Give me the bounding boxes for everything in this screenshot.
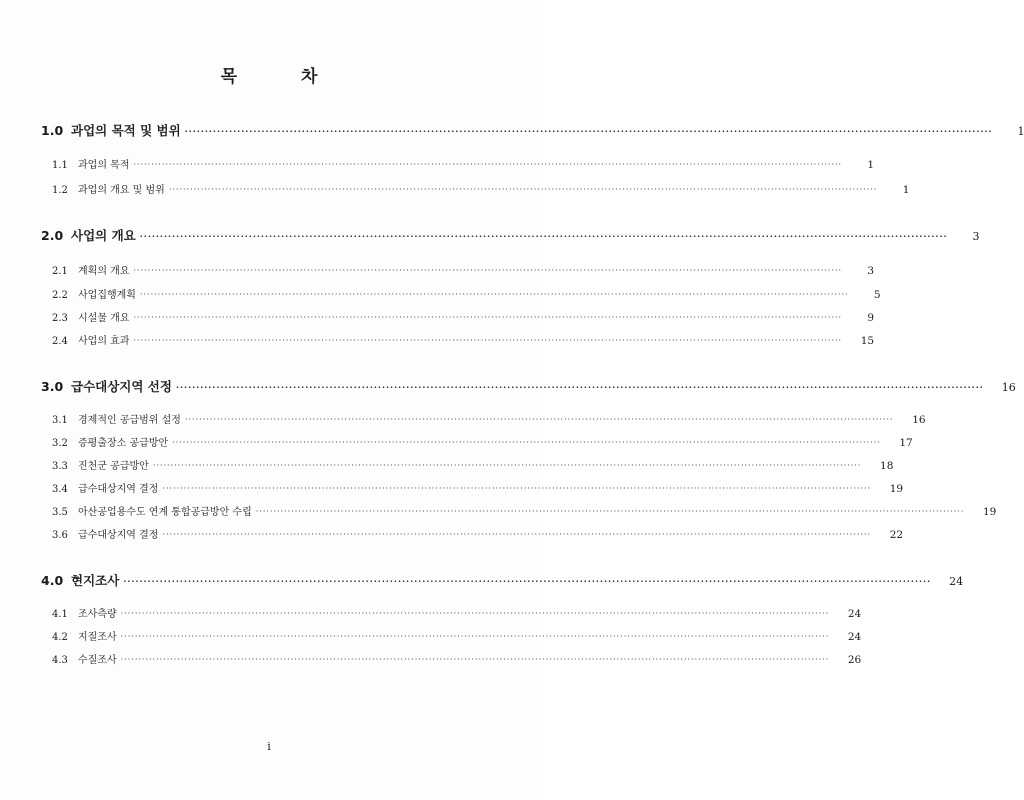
toc-leader-dots: ········································································································································································································	[184, 415, 894, 424]
toc-leader-dots: ········································································································································································································	[172, 438, 881, 447]
toc-entry-page-number: 24	[847, 608, 862, 620]
toc-entry-title: 현지조사	[71, 573, 120, 588]
toc-entry-title: 진천군 공급방안	[78, 461, 149, 472]
toc-entry-number: 2.4	[52, 336, 68, 347]
toc-subsection-entry	[0, 503, 997, 518]
toc-leader-dots: ········································································································································································································	[152, 461, 862, 470]
toc-entry-page-number: 24	[847, 631, 862, 643]
page-number-footer: i	[267, 740, 271, 753]
toc-leader-dots: ········································································································································································································	[139, 232, 948, 241]
toc-subsection-entry	[0, 457, 894, 472]
toc-entry-number: 3.6	[52, 530, 68, 541]
toc-entry-title: 수질조사	[78, 655, 117, 666]
toc-entry-title: 사업의 효과	[78, 336, 130, 347]
toc-entry-page-number: 9	[867, 312, 875, 324]
toc-leader-dots: ········································································································································································································	[120, 655, 830, 664]
toc-subsection-entry	[0, 309, 875, 324]
toc-leader-dots: ········································································································································································································	[175, 383, 984, 392]
toc-entry-title: 과업의 목적 및 범위	[71, 123, 181, 138]
toc-leader-dots: ········································································································································································································	[123, 577, 932, 586]
toc-entry-number: 3.5	[52, 507, 68, 518]
toc-section-entry	[0, 121, 1024, 139]
toc-entry-page-number: 3	[867, 265, 875, 277]
toc-leader-dots: ········································································································································································································	[120, 632, 830, 641]
toc-entry-title: 사업의 개요	[71, 228, 136, 243]
toc-entry-page-number: 18	[880, 460, 894, 472]
toc-entry-title: 사업집행계획	[78, 290, 136, 301]
toc-subsection-entry	[0, 628, 862, 643]
toc-entry-number: 2.3	[52, 313, 68, 324]
toc-entry-title: 급수대상지역 결정	[78, 530, 159, 541]
toc-subsection-entry	[0, 605, 862, 620]
toc-entry-page-number: 1	[867, 159, 875, 171]
toc-entry-title: 경제적인 공급범위 설정	[78, 415, 181, 426]
toc-entry-number: 1.2	[52, 185, 68, 196]
toc-entry-page-number: 24	[949, 575, 964, 588]
toc-entry-page-number: 1	[1017, 125, 1024, 138]
toc-entry-page-number: 1	[902, 184, 910, 196]
toc-subsection-entry	[0, 526, 904, 541]
toc-leader-dots: ········································································································································································································	[162, 484, 872, 493]
toc-entry-number: 4.2	[52, 632, 68, 643]
toc-entry-page-number: 3	[972, 230, 980, 243]
toc-subsection-entry	[0, 411, 926, 426]
toc-subsection-entry	[0, 480, 904, 495]
toc-leader-dots: ········································································································································································································	[162, 530, 872, 539]
toc-entry-title: 급수대상지역 선정	[71, 379, 172, 394]
toc-entry-number: 1.0	[41, 123, 64, 138]
toc-entry-title: 아산공업용수도 연계 통합공급방안 수립	[78, 507, 252, 518]
toc-entry-number: 3.0	[41, 379, 64, 394]
toc-entry-number: 3.4	[52, 484, 68, 495]
toc-entry-number: 2.2	[52, 290, 68, 301]
toc-section-entry	[0, 571, 964, 589]
toc-entry-number: 1.1	[52, 160, 68, 171]
toc-subsection-entry	[0, 181, 910, 196]
toc-leader-dots: ········································································································································································································	[133, 266, 843, 275]
toc-entry-title: 급수대상지역 결정	[78, 484, 159, 495]
toc-entry-title: 과업의 목적	[78, 160, 130, 171]
toc-entry-page-number: 16	[912, 414, 926, 426]
toc-entry-number: 4.0	[41, 573, 64, 588]
toc-entry-number: 3.2	[52, 438, 68, 449]
toc-leader-dots: ········································································································································································································	[168, 185, 878, 194]
toc-entry-page-number: 26	[847, 654, 862, 666]
toc-subsection-entry	[0, 286, 881, 301]
toc-entry-page-number: 15	[860, 335, 875, 347]
toc-leader-dots: ········································································································································································································	[255, 507, 965, 516]
toc-entry-page-number: 5	[873, 289, 881, 301]
toc-subsection-entry	[0, 332, 875, 347]
toc-subsection-entry	[0, 156, 875, 171]
toc-entry-title: 조사측량	[78, 609, 117, 620]
toc-entry-number: 4.3	[52, 655, 68, 666]
toc-entry-title: 시설물 개요	[78, 313, 130, 324]
toc-section-entry	[0, 377, 1016, 395]
toc-subsection-entry	[0, 651, 862, 666]
toc-entry-title: 증평출장소 공급방안	[78, 438, 169, 449]
toc-entry-page-number: 19	[889, 483, 904, 495]
toc-section-entry	[0, 226, 980, 244]
toc-entry-page-number: 19	[982, 506, 997, 518]
toc-entry-number: 3.3	[52, 461, 68, 472]
toc-subsection-entry	[0, 262, 875, 277]
title-char-2: 차	[301, 67, 318, 87]
toc-leader-dots: ········································································································································································································	[133, 160, 843, 169]
title-char-1: 목	[220, 67, 237, 87]
toc-leader-dots: ········································································································································································································	[139, 290, 849, 299]
toc-entry-title: 지질조사	[78, 632, 117, 643]
toc-leader-dots: ········································································································································································································	[133, 313, 843, 322]
toc-entry-page-number: 16	[1001, 381, 1016, 394]
toc-entry-number: 2.1	[52, 266, 68, 277]
toc-entry-number: 2.0	[41, 228, 64, 243]
toc-entry-title: 계획의 개요	[78, 266, 130, 277]
toc-leader-dots: ········································································································································································································	[184, 127, 993, 136]
toc-leader-dots: ········································································································································································································	[133, 336, 843, 345]
toc-entry-page-number: 17	[899, 437, 913, 449]
toc-entry-title: 과업의 개요 및 범위	[78, 185, 165, 196]
toc-leader-dots: ········································································································································································································	[120, 609, 830, 618]
toc-entry-page-number: 22	[889, 529, 904, 541]
toc-subsection-entry	[0, 434, 913, 449]
toc-entry-number: 4.1	[52, 609, 68, 620]
toc-entry-number: 3.1	[52, 415, 68, 426]
